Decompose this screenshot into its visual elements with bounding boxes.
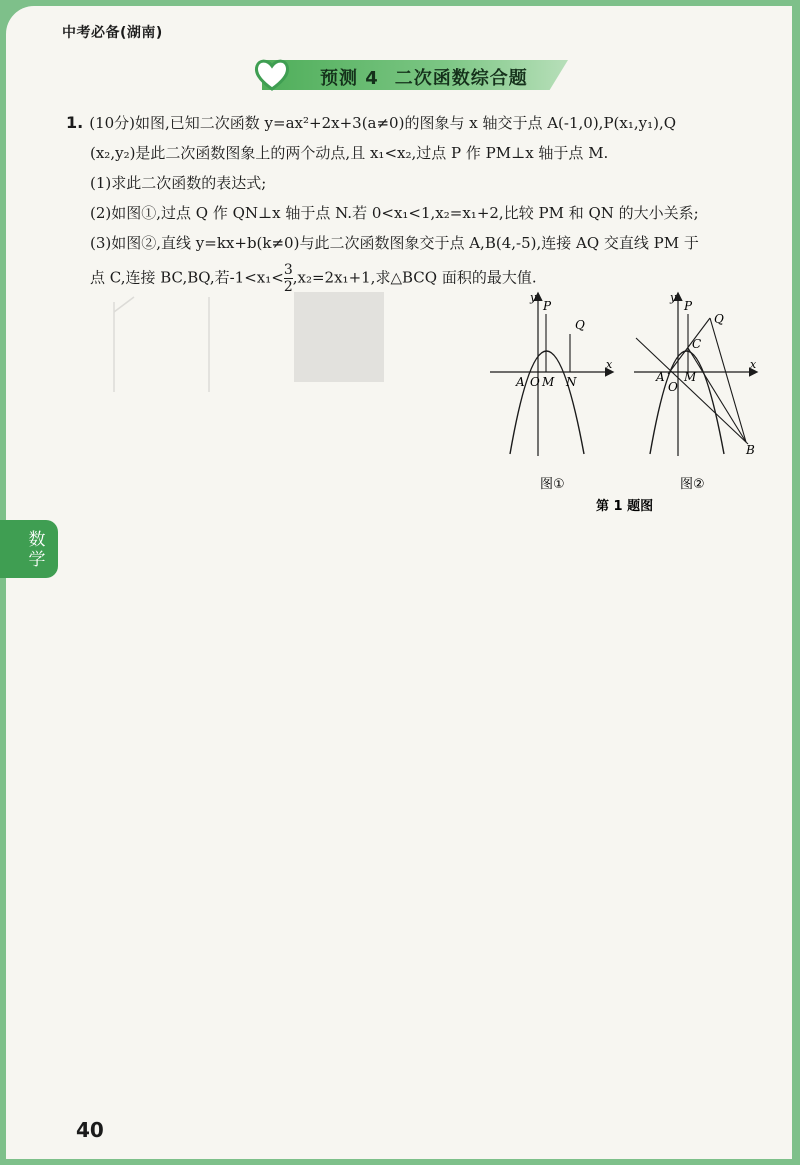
fig1-parabola (510, 351, 584, 454)
fig1-label-q: Q (575, 318, 585, 332)
problem-part-3: (3)如图②,直线 y=kx+b(k≠0)与此二次函数图象交于点 A,B(4,-5),连接 AQ 交直线 PM 于 (90, 234, 699, 252)
fig2-label-a: A (656, 370, 665, 384)
fig2-label-o: O (668, 380, 678, 394)
fig2-label-p: P (684, 299, 693, 313)
fig2-label-c: C (692, 337, 702, 351)
fig2-label-y: y (670, 291, 677, 304)
fig1-label-p: P (543, 299, 552, 313)
fig2-segment-aq (668, 318, 710, 374)
fraction-numerator: 3 (283, 262, 293, 278)
fig1-label-n: N (566, 375, 577, 389)
fig1-label-a: A (516, 375, 525, 389)
problem-number: 1. (66, 113, 84, 132)
fig1-label-y: y (530, 291, 537, 304)
section-title (320, 64, 528, 90)
problem-text-1: (10分)如图,已知二次函数 y=ax²+2x+3(a≠0)的图象与 x 轴交于点 A(-1,0),P(x₁,y₁),Q (89, 114, 677, 132)
problem-line-2: (x₂,y₂)是此二次函数图象上的两个动点,且 x₁<x₂,过点 P 作 PM⊥x 轴于点 M. (90, 144, 609, 162)
figure-1 (490, 291, 613, 492)
fig2-segment-bq (710, 318, 746, 442)
bleed-through-figures (94, 292, 384, 442)
problem-1 (66, 108, 766, 295)
figure-group-caption: 第 1 题图 (596, 499, 654, 514)
heart-icon (254, 58, 290, 92)
figure-2 (634, 291, 757, 492)
problem-part-2: (2)如图①,过点 Q 作 QN⊥x 轴于点 N.若 0<x₁<1,x₂=x₁+2,比较 PM 和 QN 的大小关系; (90, 204, 699, 222)
problem-line-1 (66, 108, 766, 138)
fig2-parabola (650, 351, 724, 454)
problem-part-1: (1)求此二次函数的表达式; (90, 174, 267, 192)
fig1-caption: 图① (540, 477, 565, 492)
problem-text-last-b: ,x₂=2x₁+1,求△BCQ 面积的最大值. (292, 268, 537, 287)
subject-tab-label: 数学 (28, 530, 46, 570)
fig1-label-o: O (530, 375, 540, 389)
problem-text-last-a: 点 C,连接 BC,BQ,若-1<x₁< (90, 268, 284, 287)
fig2-label-x: x (750, 358, 757, 371)
fig1-label-x: x (606, 358, 613, 371)
fraction-denominator: 2 (283, 279, 293, 295)
problem-figures (484, 288, 764, 518)
section-number: 预测 4 (320, 68, 379, 89)
section-name: 二次函数综合题 (394, 68, 528, 89)
page-number: 40 (76, 1118, 104, 1142)
fig1-label-m: M (542, 375, 555, 389)
fig2-label-m: M (684, 370, 697, 384)
fig2-label-b: B (746, 443, 755, 457)
fraction (284, 262, 293, 295)
fig2-label-q: Q (714, 312, 724, 326)
fig2-caption: 图② (680, 477, 705, 492)
header-title: 中考必备(湖南) (62, 25, 163, 41)
